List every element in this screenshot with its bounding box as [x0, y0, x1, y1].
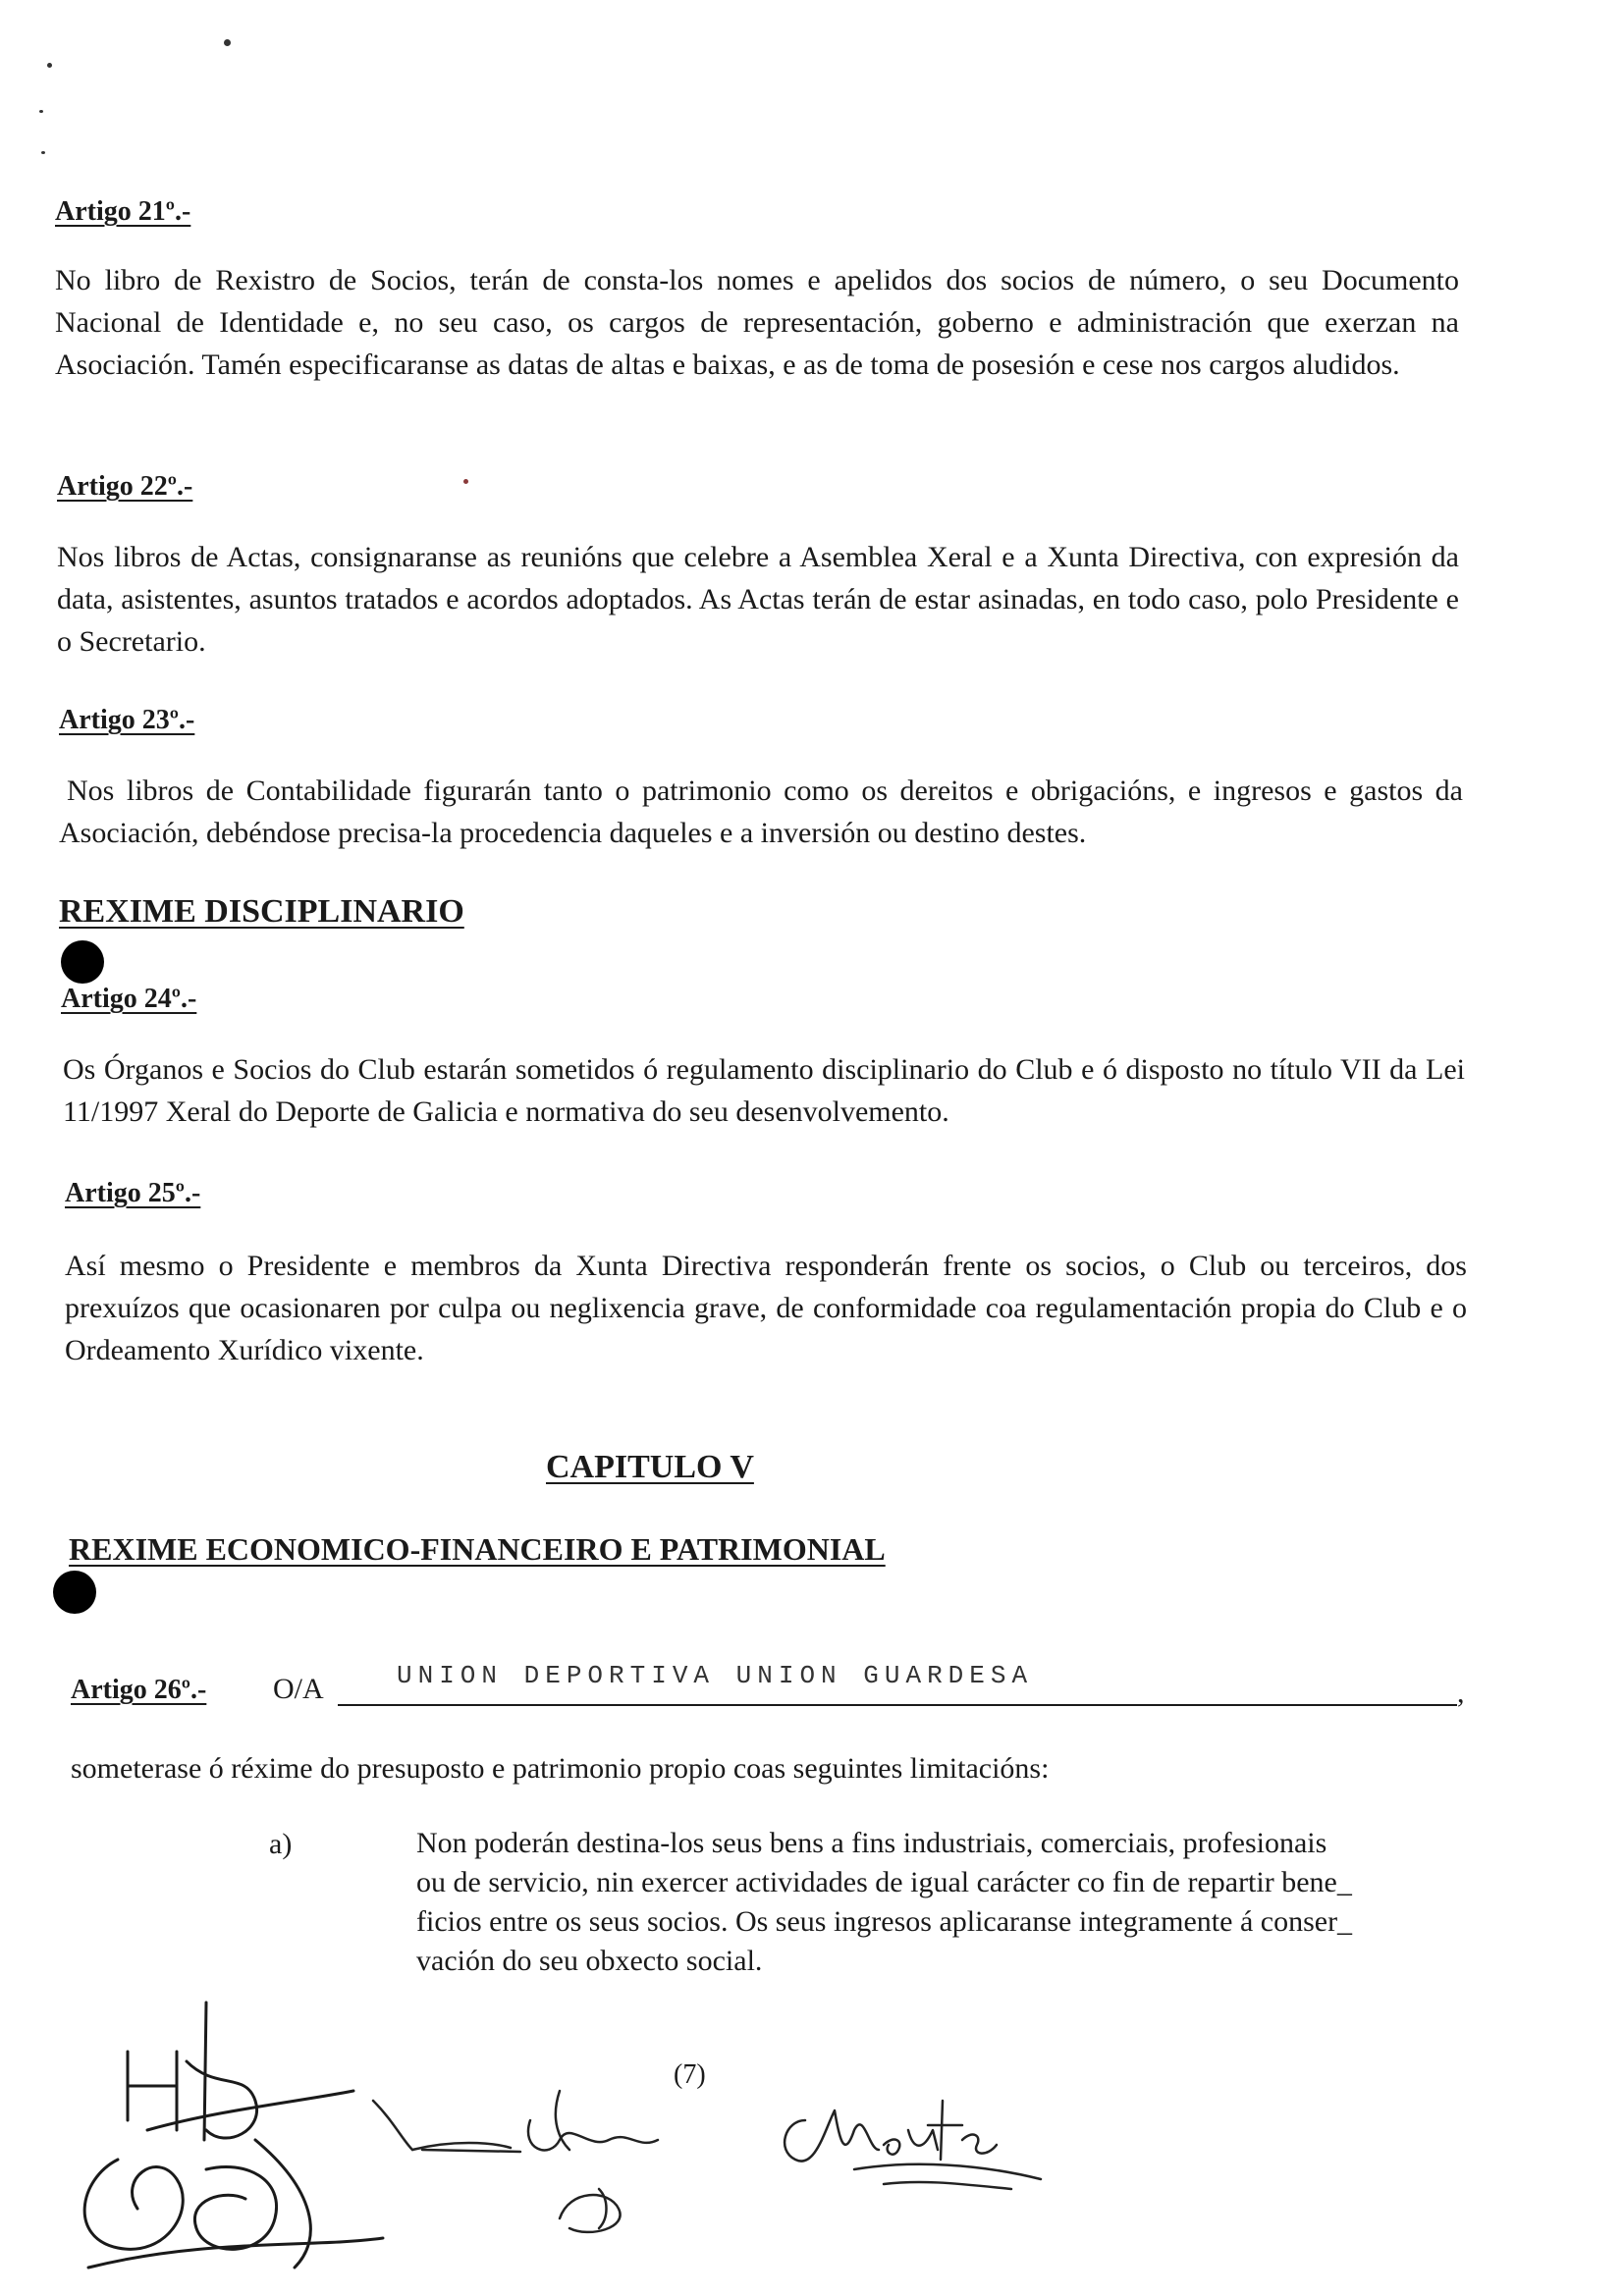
- section-disciplinary-heading: REXIME DISCIPLINARIO: [59, 893, 464, 930]
- article-22-text: Nos libros de Actas, consignaranse as reunións que celebre a Asemblea Xeral e a Xunta Directiva, con expresión da data, asistentes, asuntos tratados e acordos adoptados. As Actas terán de estar asinadas, en todo caso, polo Presidente e o Secretario.: [57, 541, 1459, 658]
- article-22-heading: Artigo 22º.-: [57, 471, 193, 502]
- item-a-line: ficios entre os seus socios. Os seus ingresos aplicaranse integramente á conser_: [416, 1905, 1353, 1938]
- scan-speck: [47, 63, 52, 68]
- scan-speck: [463, 479, 468, 484]
- article-23-text: Nos libros de Contabilidade figurarán tanto o patrimonio como os dereitos e obrigacións, e ingresos e gastos da Asociación, debéndose precisa-la procedencia daqueles e a inversión ou destino destes.: [59, 774, 1463, 849]
- chapter-heading: CAPITULO V: [546, 1449, 754, 1485]
- article-21-text: No libro de Rexistro de Socios, terán de consta-los nomes e apelidos dos socios de número, o seu Documento Nacional de Identidade e, no seu caso, os cargos de representación, goberno e administración que exerzan na Asociación. Tamén especificaranse as datas de altas e baixas, e as de toma de posesión e cese nos cargos aludidos.: [55, 264, 1459, 381]
- article-24-heading: Artigo 24º.-: [61, 984, 197, 1014]
- club-name-end-mark: ,: [1457, 1677, 1465, 1709]
- article-25-text: Así mesmo o Presidente e membros da Xunta Directiva responderán frente os socios, o Club ou terceiros, dos prexuízos que ocasionaren por culpa ou neglixencia grave, de conformidade coa regulamentación propia do Club e o Ordeamento Xurídico vixente.: [65, 1250, 1467, 1366]
- section-economic-heading: REXIME ECONOMICO-FINANCEIRO E PATRIMONIAL: [69, 1531, 886, 1567]
- item-a-line: Non poderán destina-los seus bens a fins industriais, comerciais, profesionais: [416, 1827, 1327, 1859]
- page-number: (7): [674, 2059, 706, 2090]
- binder-hole-mark: [61, 940, 104, 984]
- binder-hole-mark: [53, 1571, 96, 1614]
- article-23-heading: Artigo 23º.-: [59, 705, 195, 735]
- scan-speck: [224, 39, 231, 46]
- article-26-text: someterase ó réxime do presuposto e patrimonio propio coas seguintes limitacións:: [71, 1752, 1050, 1785]
- scan-speck: [41, 151, 45, 154]
- item-a-text: [416, 1824, 1477, 1981]
- scan-speck: [39, 110, 43, 113]
- signature-3: [766, 2091, 1060, 2209]
- item-a-line: ou de servicio, nin exercer actividades de igual carácter co fin de repartir bene_: [416, 1866, 1352, 1898]
- club-name-line: [338, 1704, 1457, 1706]
- signature-1: [59, 1993, 412, 2277]
- article-26-prefix: O/A: [273, 1673, 324, 1705]
- article-25-heading: Artigo 25º.-: [65, 1178, 201, 1208]
- club-name-field: UNION DEPORTIVA UNION GUARDESA: [397, 1661, 1034, 1690]
- article-24-text: Os Órganos e Socios do Club estarán sometidos ó regulamento disciplinario do Club e ó disposto no título VII da Lei 11/1997 Xeral do Deporte de Galicia e normativa do seu desenvolvemento.: [63, 1053, 1465, 1128]
- item-a-marker: a): [269, 1828, 293, 1860]
- article-21-heading: Artigo 21º.-: [55, 196, 191, 227]
- signature-2: [363, 2081, 668, 2238]
- article-26-heading: Artigo 26º.-: [71, 1675, 207, 1705]
- item-a-line: vación do seu obxecto social.: [416, 1945, 763, 1977]
